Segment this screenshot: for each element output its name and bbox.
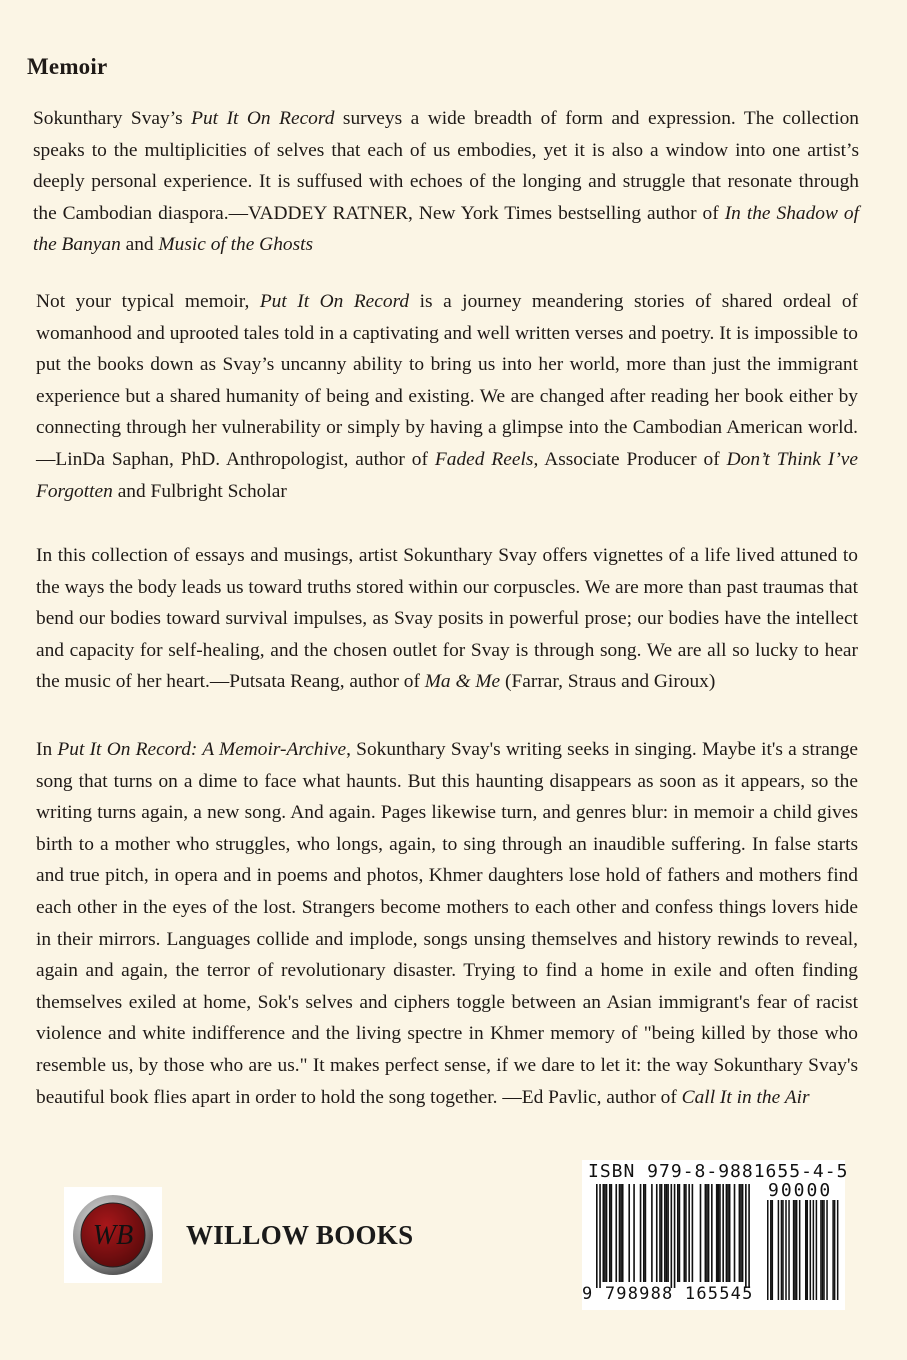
italic-title: In the Shadow of the Banyan — [33, 202, 859, 256]
addon-bar — [823, 1200, 825, 1300]
barcode-bar — [692, 1184, 694, 1282]
addon-bar — [816, 1200, 818, 1300]
barcode-bar — [671, 1184, 673, 1288]
blurb-linda-saphan — [36, 286, 858, 507]
addon-bar — [834, 1200, 836, 1300]
barcode-bar — [656, 1184, 658, 1282]
blurb-ed-pavlic — [36, 734, 858, 1113]
italic-title: Put It On Record — [191, 108, 335, 129]
barcode-bar — [604, 1184, 606, 1282]
addon-bar — [782, 1200, 784, 1300]
addon-bar — [781, 1200, 783, 1300]
blurb-text: In — [36, 739, 58, 760]
italic-title: Call It in the Air — [681, 1086, 810, 1108]
addon-bar — [810, 1200, 812, 1300]
addon-bar — [807, 1200, 809, 1300]
addon-bar — [793, 1200, 795, 1300]
addon-bar — [822, 1200, 824, 1300]
blurb-putsata-reang — [36, 540, 858, 698]
addon-bar — [820, 1200, 822, 1300]
barcode-bar — [727, 1184, 729, 1282]
barcode-bar — [742, 1184, 744, 1282]
isbn-barcode — [582, 1160, 849, 1310]
barcode-bar — [674, 1184, 676, 1288]
blurb-text: , Sokunthary Svay's writing seeks in singing. Maybe it's a strange song that turns on a dime to face what haunts. But this haunting disappears as soon as it appears, so the writing turns again, a new song. And again. Pages likewise turn, and genres blur: in memoir a child gives birth to a mother who struggles, who longs, again, to sing through an inaudible suffering. In false starts and true pitch, in opera and in poems and photos, Khmer daughters lose hold of fathers and mothers find each other in the eyes of the lost. Strangers become mothers to each other and confess things lovers hide in their mirrors. Languages collide and implode, songs unsing themselves and history rewinds to reveal, again and again, the terror of revolutionary disaster. Trying to find a home in exile and often finding themselves exiled at home, Sok's selves and ciphers toggle between an Asian immigrant's fear of racist violence and white indifference and the living spectre in Khmer memory of "being killed by those who resemble us, by those who are us." It makes perfect sense, if we dare to let it: the way Sokunthary Svay's beautiful book flies apart in order to hold the song together. —Ed Pavlic, author of — [36, 739, 858, 1108]
barcode-bar — [667, 1184, 669, 1282]
barcode-bar — [606, 1184, 608, 1282]
blurb-text: Sokunthary Svay’s — [33, 108, 192, 129]
publisher-name: WILLOW BOOKS — [186, 1220, 414, 1250]
blurb-text: is a journey meandering stories of shared ordeal of womanhood and uprooted tales told in a captivating and well written verses and poetry. It is impossible to put the books down as Svay’s uncanny ability to bring us into her world, more than just the immigrant experience but a shared humanity of being and existing. We are changed after reading her book either by connecting through her vulnerability or simply by having a glimpse into the Cambodian American world. —LinDa Saphan, PhD. Anthropologist, author of — [36, 291, 858, 470]
italic-title: Music of the Ghosts — [158, 234, 314, 256]
barcode-bar — [645, 1184, 647, 1282]
italic-title: Put It On Record: A Memoir-Archive — [57, 739, 347, 760]
barcode-bar — [666, 1184, 668, 1282]
addon-bar — [767, 1200, 769, 1300]
italic-title: Faded Reels — [434, 448, 534, 470]
price-code: 90000 — [768, 1180, 833, 1201]
barcode-bar — [664, 1184, 666, 1282]
barcode-bar — [688, 1184, 690, 1282]
ean-digits: 9 798988 165545 — [582, 1284, 754, 1304]
blurb-text: and — [120, 234, 159, 256]
barcode-bar — [722, 1184, 724, 1282]
blurb-text: surveys a wide breadth of form and expression. The collection speaks to the multiplicities of selves that each of us embodies, yet it is also a window into one artist’s deeply personal experience. It is suffused with echoes of the longing and struggle that resonate through the Cambodian diaspora.—VADDEY RATNER, New York Times bestselling author of — [33, 108, 859, 224]
barcode-bar — [619, 1184, 621, 1282]
barcode-bar — [719, 1184, 721, 1282]
barcode-bar — [718, 1184, 720, 1282]
italic-title: Ma & Me — [424, 671, 501, 693]
barcode-bar — [599, 1184, 601, 1288]
italic-title: Don’t Think I’ve Forgotten — [36, 448, 858, 502]
addon-bar — [832, 1200, 834, 1300]
barcode-bar — [615, 1184, 617, 1282]
barcode-bar — [651, 1184, 653, 1282]
barcode-bar — [677, 1184, 679, 1282]
addon-bar — [785, 1200, 787, 1300]
blurb-text: and Fulbright Scholar — [112, 480, 287, 502]
blurb-text: (Farrar, Straus and Giroux) — [500, 671, 716, 693]
barcode-bar — [628, 1184, 630, 1282]
barcode-bar — [716, 1184, 718, 1282]
barcode-bar — [685, 1184, 687, 1282]
barcode-bar — [700, 1184, 702, 1282]
addon-bar — [796, 1200, 798, 1300]
barcode-bar — [745, 1184, 747, 1288]
barcode-bar — [726, 1184, 728, 1282]
addon-bar — [772, 1200, 774, 1300]
isbn-label: ISBN 979-8-9881655-4-5 — [588, 1161, 849, 1182]
addon-bar — [813, 1200, 815, 1300]
addon-bar — [826, 1200, 828, 1300]
barcode-bar — [740, 1184, 742, 1282]
barcode-bar — [633, 1184, 635, 1282]
willow-books-monogram-logo-icon — [64, 1187, 162, 1283]
barcode-bar — [640, 1184, 642, 1282]
barcode-bar — [596, 1184, 598, 1288]
category-label: Memoir — [27, 54, 108, 79]
barcode-bar — [729, 1184, 731, 1282]
barcode-bar — [661, 1184, 663, 1282]
barcode-bar — [643, 1184, 645, 1282]
barcode-bar — [748, 1184, 750, 1288]
publisher-logo — [64, 1187, 162, 1283]
barcode-bar — [705, 1184, 707, 1282]
barcode-bar — [622, 1184, 624, 1282]
barcode-bar — [620, 1184, 622, 1282]
addon-bar — [788, 1200, 790, 1300]
barcode-bar — [734, 1184, 736, 1282]
barcode-bar — [611, 1184, 613, 1282]
blurb-vaddey-ratner — [33, 103, 859, 261]
barcode-bar — [609, 1184, 611, 1282]
blurb-text: Not your typical memoir, — [36, 291, 260, 312]
addon-bar — [794, 1200, 796, 1300]
barcode-bar — [706, 1184, 708, 1282]
addon-bar — [770, 1200, 772, 1300]
addon-bar — [799, 1200, 801, 1300]
barcode-bar — [711, 1184, 713, 1282]
addon-bar — [778, 1200, 780, 1300]
barcode-bar — [659, 1184, 661, 1282]
logo-monogram: WB — [92, 1220, 134, 1251]
barcode-bar — [679, 1184, 681, 1282]
italic-title: Put It On Record — [259, 291, 410, 312]
addon-bar — [837, 1200, 839, 1300]
blurb-text: , Associate Producer of — [533, 448, 727, 470]
blurb-text: In this collection of essays and musings, artist Sokunthary Svay offers vignettes of a life lived attuned to the ways the body leads us toward truths stored within our corpuscles. We are more than past traumas that bend our bodies toward survival impulses, as Svay posits in powerful prose; our bodies have the intellect and capacity for self-healing, and the chosen outlet for Svay is through song. We are all so lucky to hear the music of her heart.—Putsata Reang, author of — [36, 545, 858, 693]
barcode-bar — [602, 1184, 604, 1282]
addon-bar — [805, 1200, 807, 1300]
barcode-bar — [739, 1184, 741, 1282]
barcode-bar — [708, 1184, 710, 1282]
barcode-bar — [683, 1184, 685, 1282]
